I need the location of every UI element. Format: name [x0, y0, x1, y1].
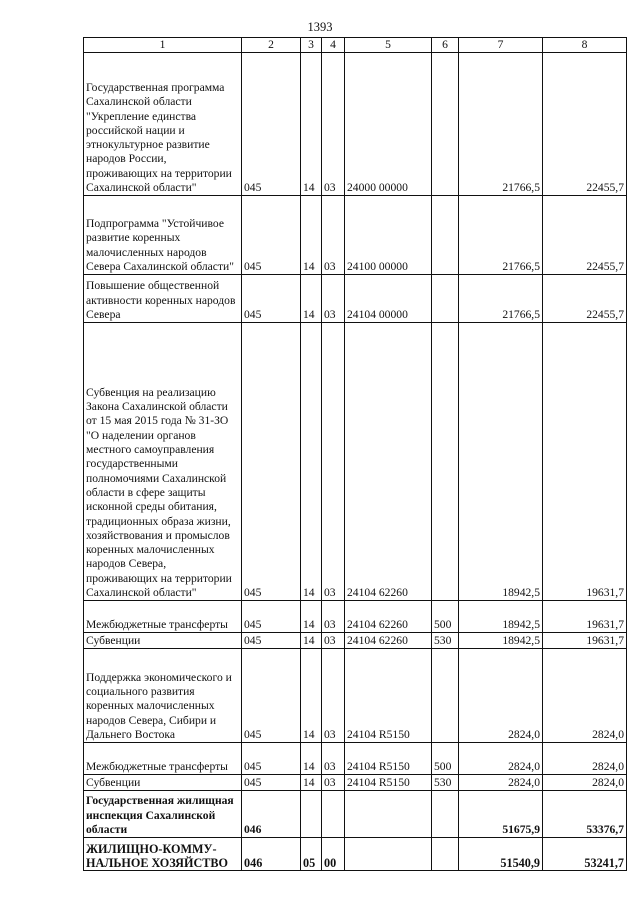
row-code-6 [432, 838, 459, 871]
row-code-5: 24104 R5150 [345, 743, 432, 775]
row-value-7: 21766,5 [459, 275, 543, 323]
row-value-7: 2824,0 [459, 775, 543, 791]
table-header-row [84, 38, 627, 53]
row-code-6 [432, 196, 459, 275]
row-value-8: 2824,0 [543, 649, 627, 743]
header-cell-2: 2 [242, 38, 301, 53]
row-code-3: 14 [301, 196, 322, 275]
header-cell-8: 8 [543, 38, 627, 53]
row-code-4: 03 [322, 775, 345, 791]
row-value-8: 22455,7 [543, 196, 627, 275]
row-code-4: 03 [322, 196, 345, 275]
row-code-3: 14 [301, 775, 322, 791]
table-row [84, 196, 627, 275]
row-code-2: 045 [242, 743, 301, 775]
row-code-4: 00 [322, 838, 345, 871]
row-code-4: 03 [322, 649, 345, 743]
row-code-5: 24104 R5150 [345, 775, 432, 791]
row-code-2: 045 [242, 633, 301, 649]
row-value-7: 18942,5 [459, 601, 543, 633]
table-row [84, 601, 627, 633]
row-value-7: 21766,5 [459, 196, 543, 275]
row-code-6: 500 [432, 743, 459, 775]
row-value-8: 19631,7 [543, 601, 627, 633]
row-value-7: 51675,9 [459, 791, 543, 838]
row-value-7: 51540,9 [459, 838, 543, 871]
row-code-5: 24000 00000 [345, 53, 432, 196]
row-code-3: 14 [301, 649, 322, 743]
row-code-5: 24104 62260 [345, 633, 432, 649]
row-name: Повышение общественной активности коренных народов Севера [84, 275, 242, 323]
row-name: Субвенции [84, 633, 242, 649]
row-value-8: 2824,0 [543, 743, 627, 775]
row-code-4: 03 [322, 633, 345, 649]
row-code-3 [301, 791, 322, 838]
row-name: Межбюджетные трансферты [84, 743, 242, 775]
row-code-5: 24104 R5150 [345, 649, 432, 743]
table-row [84, 53, 627, 196]
row-value-7: 21766,5 [459, 53, 543, 196]
row-value-8: 19631,7 [543, 633, 627, 649]
header-cell-5: 5 [345, 38, 432, 53]
row-name: Государственная жилищная инспекция Сахалинской области [84, 791, 242, 838]
row-code-3: 14 [301, 743, 322, 775]
table-row [84, 775, 627, 791]
row-code-5 [345, 838, 432, 871]
row-code-3: 14 [301, 601, 322, 633]
row-code-6: 530 [432, 775, 459, 791]
header-cell-7: 7 [459, 38, 543, 53]
row-name: Субвенция на реализацию Закона Сахалинской области от 15 мая 2015 года № 31-ЗО "О наделении органов местного самоуправления государственными полномочиями Сахалинской области в сфере защиты исконной среды обитания, традиционных образа жизни, хозяйствования и промыслов коренных малочисленных народов Севера, проживающих на территории Сахалинской области" [84, 323, 242, 601]
row-code-2: 045 [242, 649, 301, 743]
row-code-2: 045 [242, 601, 301, 633]
header-cell-4: 4 [322, 38, 345, 53]
row-value-8: 53376,7 [543, 791, 627, 838]
row-code-2: 045 [242, 775, 301, 791]
row-value-8: 22455,7 [543, 275, 627, 323]
row-code-6 [432, 791, 459, 838]
row-value-8: 22455,7 [543, 53, 627, 196]
budget-table [83, 37, 627, 871]
row-name: Поддержка экономического и социального развития коренных малочисленных народов Севера, Сибири и Дальнего Востока [84, 649, 242, 743]
row-code-6 [432, 53, 459, 196]
row-code-2: 045 [242, 323, 301, 601]
row-name: Подпрограмма "Устойчивое развитие коренных малочисленных народов Севера Сахалинской области" [84, 196, 242, 275]
table-row [84, 743, 627, 775]
row-code-4: 03 [322, 323, 345, 601]
row-value-7: 2824,0 [459, 649, 543, 743]
row-value-8: 53241,7 [543, 838, 627, 871]
row-code-2: 046 [242, 838, 301, 871]
row-code-6 [432, 275, 459, 323]
row-code-2: 045 [242, 53, 301, 196]
row-code-6: 500 [432, 601, 459, 633]
table-row [84, 323, 627, 601]
row-code-2: 045 [242, 275, 301, 323]
row-code-3: 14 [301, 633, 322, 649]
row-code-5: 24104 00000 [345, 275, 432, 323]
table-row [84, 791, 627, 838]
row-code-6 [432, 649, 459, 743]
row-code-2: 045 [242, 196, 301, 275]
page-number: 1393 [307, 20, 333, 34]
row-code-4: 03 [322, 275, 345, 323]
row-name: Межбюджетные трансферты [84, 601, 242, 633]
row-code-3: 14 [301, 275, 322, 323]
row-value-7: 18942,5 [459, 323, 543, 601]
row-value-7: 18942,5 [459, 633, 543, 649]
header-cell-6: 6 [432, 38, 459, 53]
row-value-7: 2824,0 [459, 743, 543, 775]
row-code-5: 24104 62260 [345, 601, 432, 633]
table-row [84, 275, 627, 323]
row-name: ЖИЛИЩНО-КОММУ-НАЛЬНОЕ ХОЗЯЙСТВО [84, 838, 242, 871]
header-cell-1: 1 [84, 38, 242, 53]
table-row [84, 649, 627, 743]
row-code-2: 046 [242, 791, 301, 838]
row-name: Государственная программа Сахалинской области "Укрепление единства российской нации и этнокультурное развитие народов России, проживающих на территории Сахалинской области" [84, 53, 242, 196]
header-cell-3: 3 [301, 38, 322, 53]
row-code-4 [322, 791, 345, 838]
row-code-5 [345, 791, 432, 838]
row-code-6: 530 [432, 633, 459, 649]
row-code-3: 05 [301, 838, 322, 871]
row-value-8: 2824,0 [543, 775, 627, 791]
row-code-4: 03 [322, 743, 345, 775]
row-code-5: 24104 62260 [345, 323, 432, 601]
table-row [84, 838, 627, 871]
table-row [84, 633, 627, 649]
row-code-6 [432, 323, 459, 601]
row-value-8: 19631,7 [543, 323, 627, 601]
row-name: Субвенции [84, 775, 242, 791]
row-code-4: 03 [322, 601, 345, 633]
row-code-3: 14 [301, 53, 322, 196]
row-code-3: 14 [301, 323, 322, 601]
row-code-5: 24100 00000 [345, 196, 432, 275]
row-code-4: 03 [322, 53, 345, 196]
